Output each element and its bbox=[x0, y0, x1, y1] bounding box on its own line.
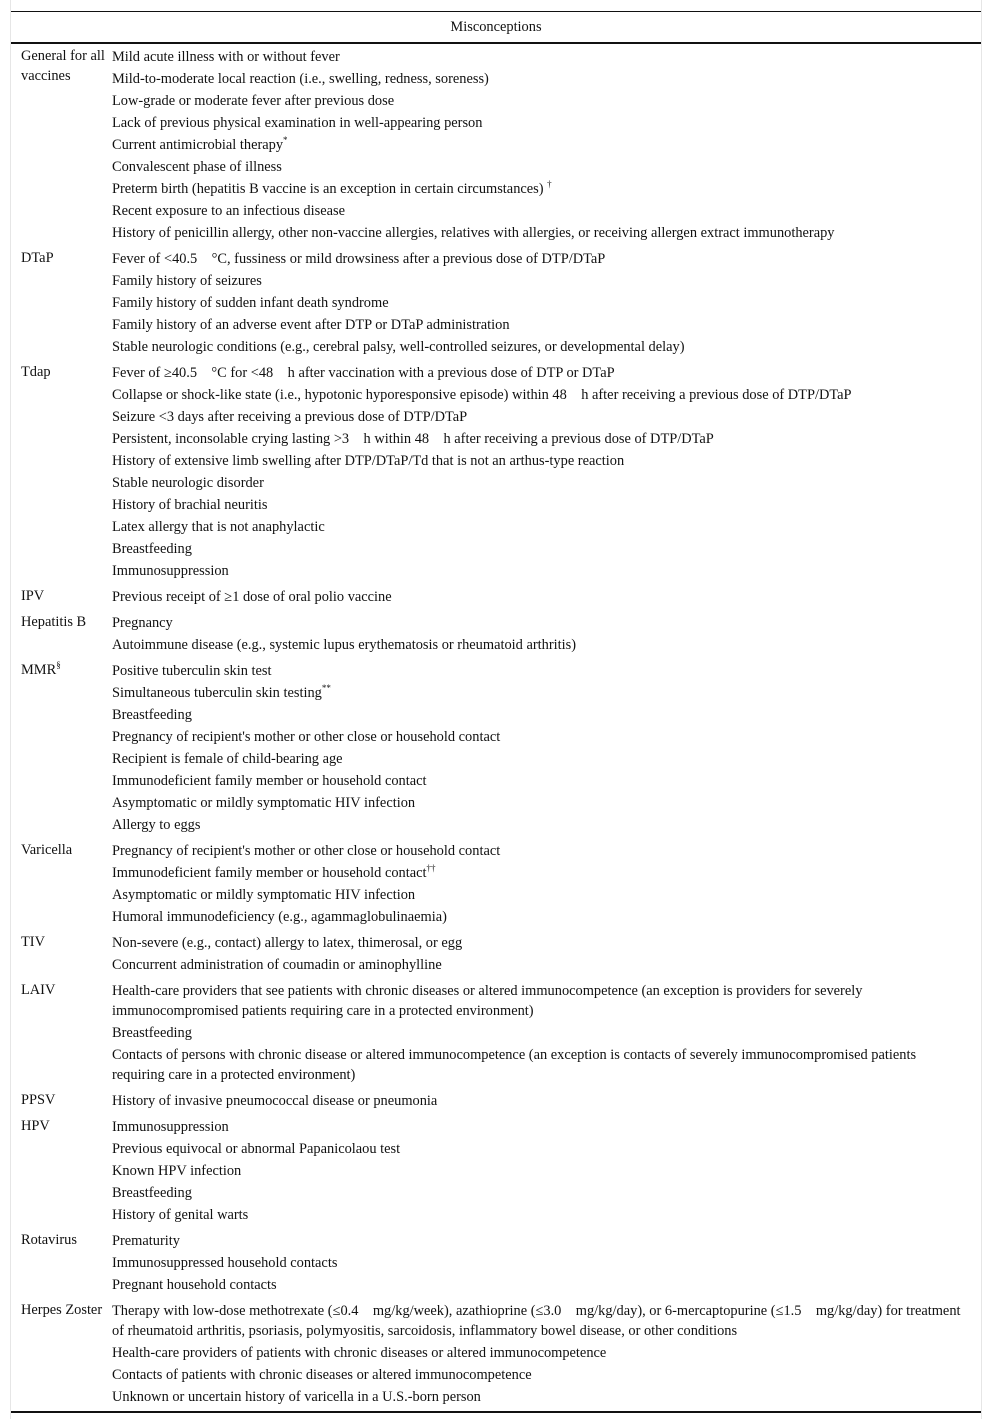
misconception-item bbox=[112, 450, 963, 472]
misconception-text: Concurrent administration of coumadin or aminophylline bbox=[112, 957, 442, 973]
misconception-text: Asymptomatic or mildly symptomatic HIV infection bbox=[112, 795, 416, 811]
table-row bbox=[11, 1228, 981, 1298]
misconception-text: Low-grade or moderate fever after previous dose bbox=[112, 93, 395, 109]
misconception-item bbox=[112, 884, 963, 906]
misconception-text: Unknown or uncertain history of varicella in a U.S.-born person bbox=[112, 1389, 481, 1405]
misconception-list bbox=[112, 658, 981, 838]
misconception-item bbox=[112, 1138, 963, 1160]
misconception-item bbox=[112, 1182, 963, 1204]
misconception-text: History of penicillin allergy, other non-vaccine allergies, relatives with allergies, or receiving allergen extract immunotherapy bbox=[112, 225, 835, 241]
misconception-text: Pregnancy of recipient's mother or other close or household contact bbox=[112, 729, 501, 745]
misconception-text: Stable neurologic disorder bbox=[112, 475, 264, 491]
misconception-text: Mild acute illness with or without fever bbox=[112, 49, 340, 65]
misconception-text: Previous equivocal or abnormal Papanicolaou test bbox=[112, 1141, 401, 1157]
misconception-text: History of genital warts bbox=[112, 1207, 249, 1223]
misconception-item bbox=[112, 134, 963, 156]
table-header: Misconceptions bbox=[11, 12, 981, 44]
misconception-text: Lack of previous physical examination in well-appearing person bbox=[112, 115, 483, 131]
misconception-item bbox=[112, 1300, 963, 1342]
misconception-item bbox=[112, 428, 963, 450]
misconception-item bbox=[112, 112, 963, 134]
misconception-item bbox=[112, 1274, 963, 1296]
misconception-text: Health-care providers that see patients with chronic diseases or altered immunocompetence (an exception is providers for severely immunocompromised patients requiring care in a protected environment) bbox=[112, 983, 863, 1019]
misconception-text: Convalescent phase of illness bbox=[112, 159, 282, 175]
footnote-marker: § bbox=[56, 660, 61, 671]
misconception-item bbox=[112, 726, 963, 748]
misconception-item bbox=[112, 906, 963, 928]
misconception-text: Seizure <3 days after receiving a previous dose of DTP/DTaP bbox=[112, 409, 468, 425]
misconception-list bbox=[112, 584, 981, 610]
misconception-item bbox=[112, 292, 963, 314]
misconception-text: History of brachial neuritis bbox=[112, 497, 268, 513]
misconception-text: Pregnancy bbox=[112, 615, 173, 631]
table-row bbox=[11, 1298, 981, 1412]
misconception-item bbox=[112, 538, 963, 560]
vaccine-category bbox=[11, 1298, 112, 1412]
misconception-item bbox=[112, 1342, 963, 1364]
vaccine-category-label: Varicella bbox=[21, 842, 73, 858]
misconception-list bbox=[112, 1114, 981, 1228]
misconception-text: Fever of <40.5 °C, fussiness or mild drowsiness after a previous dose of DTP/DTaP bbox=[112, 251, 606, 267]
vaccine-category bbox=[11, 930, 112, 978]
misconception-list bbox=[112, 360, 981, 584]
vaccine-category-label: DTaP bbox=[21, 250, 54, 266]
misconception-text: Pregnant household contacts bbox=[112, 1277, 277, 1293]
table-row bbox=[11, 1088, 981, 1114]
misconception-item bbox=[112, 68, 963, 90]
vaccine-category-label: PPSV bbox=[21, 1092, 56, 1108]
vaccine-category-label: HPV bbox=[21, 1118, 50, 1134]
misconception-item bbox=[112, 270, 963, 292]
vaccine-category bbox=[11, 1114, 112, 1228]
table-row bbox=[11, 584, 981, 610]
misconception-list bbox=[112, 1298, 981, 1412]
table-row bbox=[11, 246, 981, 360]
misconception-text: Breastfeeding bbox=[112, 707, 192, 723]
misconception-text: Persistent, inconsolable crying lasting >3 h within 48 h after receiving a previous dose of DTP/DTaP bbox=[112, 431, 714, 447]
misconception-item bbox=[112, 178, 963, 200]
misconception-item bbox=[112, 406, 963, 428]
misconception-text: History of extensive limb swelling after DTP/DTaP/Td that is not an arthus-type reaction bbox=[112, 453, 625, 469]
table-row bbox=[11, 43, 981, 246]
table-row bbox=[11, 838, 981, 930]
misconception-text: Therapy with low-dose methotrexate (≤0.4 mg/kg/week), azathioprine (≤3.0 mg/kg/day), or 6-mercaptopurine (≤1.5 mg/kg/day) for treatment of rheumatoid arthritis, psoriasis, polymyositis, sarcoidosis, inflammatory bowel disease, or other conditions bbox=[112, 1303, 961, 1339]
misconception-list bbox=[112, 838, 981, 930]
misconception-item bbox=[112, 814, 963, 836]
misconception-text: Autoimmune disease (e.g., systemic lupus erythematosis or rheumatoid arthritis) bbox=[112, 637, 576, 653]
misconception-text: Contacts of persons with chronic disease or altered immunocompetence (an exception is contacts of severely immunocompromised patients requiring care in a protected environment) bbox=[112, 1047, 917, 1083]
misconception-item bbox=[112, 156, 963, 178]
misconception-item bbox=[112, 314, 963, 336]
misconception-item bbox=[112, 682, 963, 704]
misconception-item bbox=[112, 1044, 963, 1086]
misconception-text: Recent exposure to an infectious disease bbox=[112, 203, 345, 219]
misconception-item bbox=[112, 1204, 963, 1226]
vaccine-category bbox=[11, 584, 112, 610]
misconception-text: Non-severe (e.g., contact) allergy to latex, thimerosal, or egg bbox=[112, 935, 463, 951]
misconception-item bbox=[112, 932, 963, 954]
misconception-text: Immunodeficient family member or household contact bbox=[112, 865, 427, 881]
table-row bbox=[11, 658, 981, 838]
misconception-item bbox=[112, 1230, 963, 1252]
misconception-text: Prematurity bbox=[112, 1233, 180, 1249]
vaccine-category bbox=[11, 838, 112, 930]
vaccine-category bbox=[11, 610, 112, 658]
vaccine-category bbox=[11, 978, 112, 1088]
vaccine-category-label: IPV bbox=[21, 588, 45, 604]
vaccine-category bbox=[11, 658, 112, 838]
misconception-text: Previous receipt of ≥1 dose of oral polio vaccine bbox=[112, 589, 392, 605]
misconception-text: Mild-to-moderate local reaction (i.e., swelling, redness, soreness) bbox=[112, 71, 489, 87]
misconception-list bbox=[112, 978, 981, 1088]
misconception-text: Immunosuppression bbox=[112, 1119, 229, 1135]
misconception-item bbox=[112, 980, 963, 1022]
misconception-text: Current antimicrobial therapy bbox=[112, 137, 284, 153]
misconception-text: Asymptomatic or mildly symptomatic HIV infection bbox=[112, 887, 416, 903]
misconception-text: Immunodeficient family member or household contact bbox=[112, 773, 427, 789]
misconception-text: Positive tuberculin skin test bbox=[112, 663, 272, 679]
misconception-item bbox=[112, 336, 963, 358]
misconception-text: Collapse or shock-like state (i.e., hypotonic hyporesponsive episode) within 48 h after receiving a previous dose of DTP/DTaP bbox=[112, 387, 852, 403]
footnote-marker: * bbox=[283, 135, 288, 146]
misconception-text: Family history of seizures bbox=[112, 273, 262, 289]
misconception-text: Breastfeeding bbox=[112, 541, 192, 557]
misconception-text: Immunosuppression bbox=[112, 563, 229, 579]
misconception-item bbox=[112, 954, 963, 976]
misconception-text: Allergy to eggs bbox=[112, 817, 201, 833]
vaccine-category-label: MMR bbox=[21, 662, 57, 678]
misconception-item bbox=[112, 90, 963, 112]
misconception-item bbox=[112, 472, 963, 494]
misconception-text: Latex allergy that is not anaphylactic bbox=[112, 519, 325, 535]
table-body bbox=[11, 43, 981, 1412]
misconception-item bbox=[112, 362, 963, 384]
misconception-item bbox=[112, 660, 963, 682]
vaccine-category bbox=[11, 43, 112, 246]
misconception-list bbox=[112, 930, 981, 978]
misconception-item bbox=[112, 494, 963, 516]
misconception-item bbox=[112, 1364, 963, 1386]
table-row bbox=[11, 930, 981, 978]
footnote-marker: ** bbox=[321, 683, 331, 694]
misconception-item bbox=[112, 586, 963, 608]
table-row bbox=[11, 360, 981, 584]
misconception-text: Recipient is female of child-bearing age bbox=[112, 751, 343, 767]
misconception-text: Breastfeeding bbox=[112, 1185, 192, 1201]
misconception-item bbox=[112, 1386, 963, 1408]
vaccine-category bbox=[11, 360, 112, 584]
misconception-list bbox=[112, 1088, 981, 1114]
misconceptions-table bbox=[11, 11, 981, 1413]
table-row bbox=[11, 610, 981, 658]
misconception-item bbox=[112, 770, 963, 792]
vaccine-category-label: TIV bbox=[21, 934, 45, 950]
vaccine-category bbox=[11, 1228, 112, 1298]
misconception-item bbox=[112, 1090, 963, 1112]
misconception-text: Stable neurologic conditions (e.g., cerebral palsy, well-controlled seizures, or developmental delay) bbox=[112, 339, 685, 355]
misconception-text: Known HPV infection bbox=[112, 1163, 242, 1179]
misconception-text: Contacts of patients with chronic diseases or altered immunocompetence bbox=[112, 1367, 532, 1383]
misconception-item bbox=[112, 1252, 963, 1274]
misconception-text: Pregnancy of recipient's mother or other close or household contact bbox=[112, 843, 501, 859]
misconception-text: Fever of ≥40.5 °C for <48 h after vaccination with a previous dose of DTP or DTaP bbox=[112, 365, 615, 381]
vaccine-category-label: General for all vaccines bbox=[21, 48, 105, 84]
misconception-text: Health-care providers of patients with chronic diseases or altered immunocompetence bbox=[112, 1345, 607, 1361]
misconception-item bbox=[112, 516, 963, 538]
vaccine-category bbox=[11, 1088, 112, 1114]
misconception-item bbox=[112, 612, 963, 634]
misconception-text: Breastfeeding bbox=[112, 1025, 192, 1041]
footnote-marker: †† bbox=[426, 863, 436, 874]
misconception-item bbox=[112, 560, 963, 582]
misconception-item bbox=[112, 748, 963, 770]
table-row bbox=[11, 978, 981, 1088]
misconception-item bbox=[112, 222, 963, 244]
misconception-text: Family history of an adverse event after DTP or DTaP administration bbox=[112, 317, 510, 333]
vaccine-category-label: LAIV bbox=[21, 982, 56, 998]
misconception-item bbox=[112, 840, 963, 862]
misconception-list bbox=[112, 43, 981, 246]
misconception-item bbox=[112, 1160, 963, 1182]
misconception-item bbox=[112, 1022, 963, 1044]
vaccine-category-label: Herpes Zoster bbox=[21, 1302, 103, 1318]
misconception-item bbox=[112, 46, 963, 68]
misconception-item bbox=[112, 862, 963, 884]
misconception-text: Humoral immunodeficiency (e.g., agammaglobulinaemia) bbox=[112, 909, 447, 925]
vaccine-category-label: Hepatitis B bbox=[21, 614, 87, 630]
misconception-text: History of invasive pneumococcal disease or pneumonia bbox=[112, 1093, 438, 1109]
misconception-item bbox=[112, 1116, 963, 1138]
misconception-item bbox=[112, 248, 963, 270]
misconception-list bbox=[112, 610, 981, 658]
misconception-text: Preterm birth (hepatitis B vaccine is an exception in certain circumstances) bbox=[112, 181, 548, 197]
misconception-list bbox=[112, 246, 981, 360]
table-row bbox=[11, 1114, 981, 1228]
misconception-text: Immunosuppressed household contacts bbox=[112, 1255, 338, 1271]
misconception-list bbox=[112, 1228, 981, 1298]
misconception-text: Simultaneous tuberculin skin testing bbox=[112, 685, 322, 701]
misconception-item bbox=[112, 634, 963, 656]
footnote-marker: † bbox=[547, 179, 552, 190]
misconception-item bbox=[112, 704, 963, 726]
misconception-item bbox=[112, 200, 963, 222]
misconception-item bbox=[112, 384, 963, 406]
table-header-row bbox=[11, 12, 981, 44]
misconception-item bbox=[112, 792, 963, 814]
vaccine-category bbox=[11, 246, 112, 360]
misconception-text: Family history of sudden infant death syndrome bbox=[112, 295, 389, 311]
vaccine-category-label: Rotavirus bbox=[21, 1232, 77, 1248]
vaccine-category-label: Tdap bbox=[21, 364, 51, 380]
